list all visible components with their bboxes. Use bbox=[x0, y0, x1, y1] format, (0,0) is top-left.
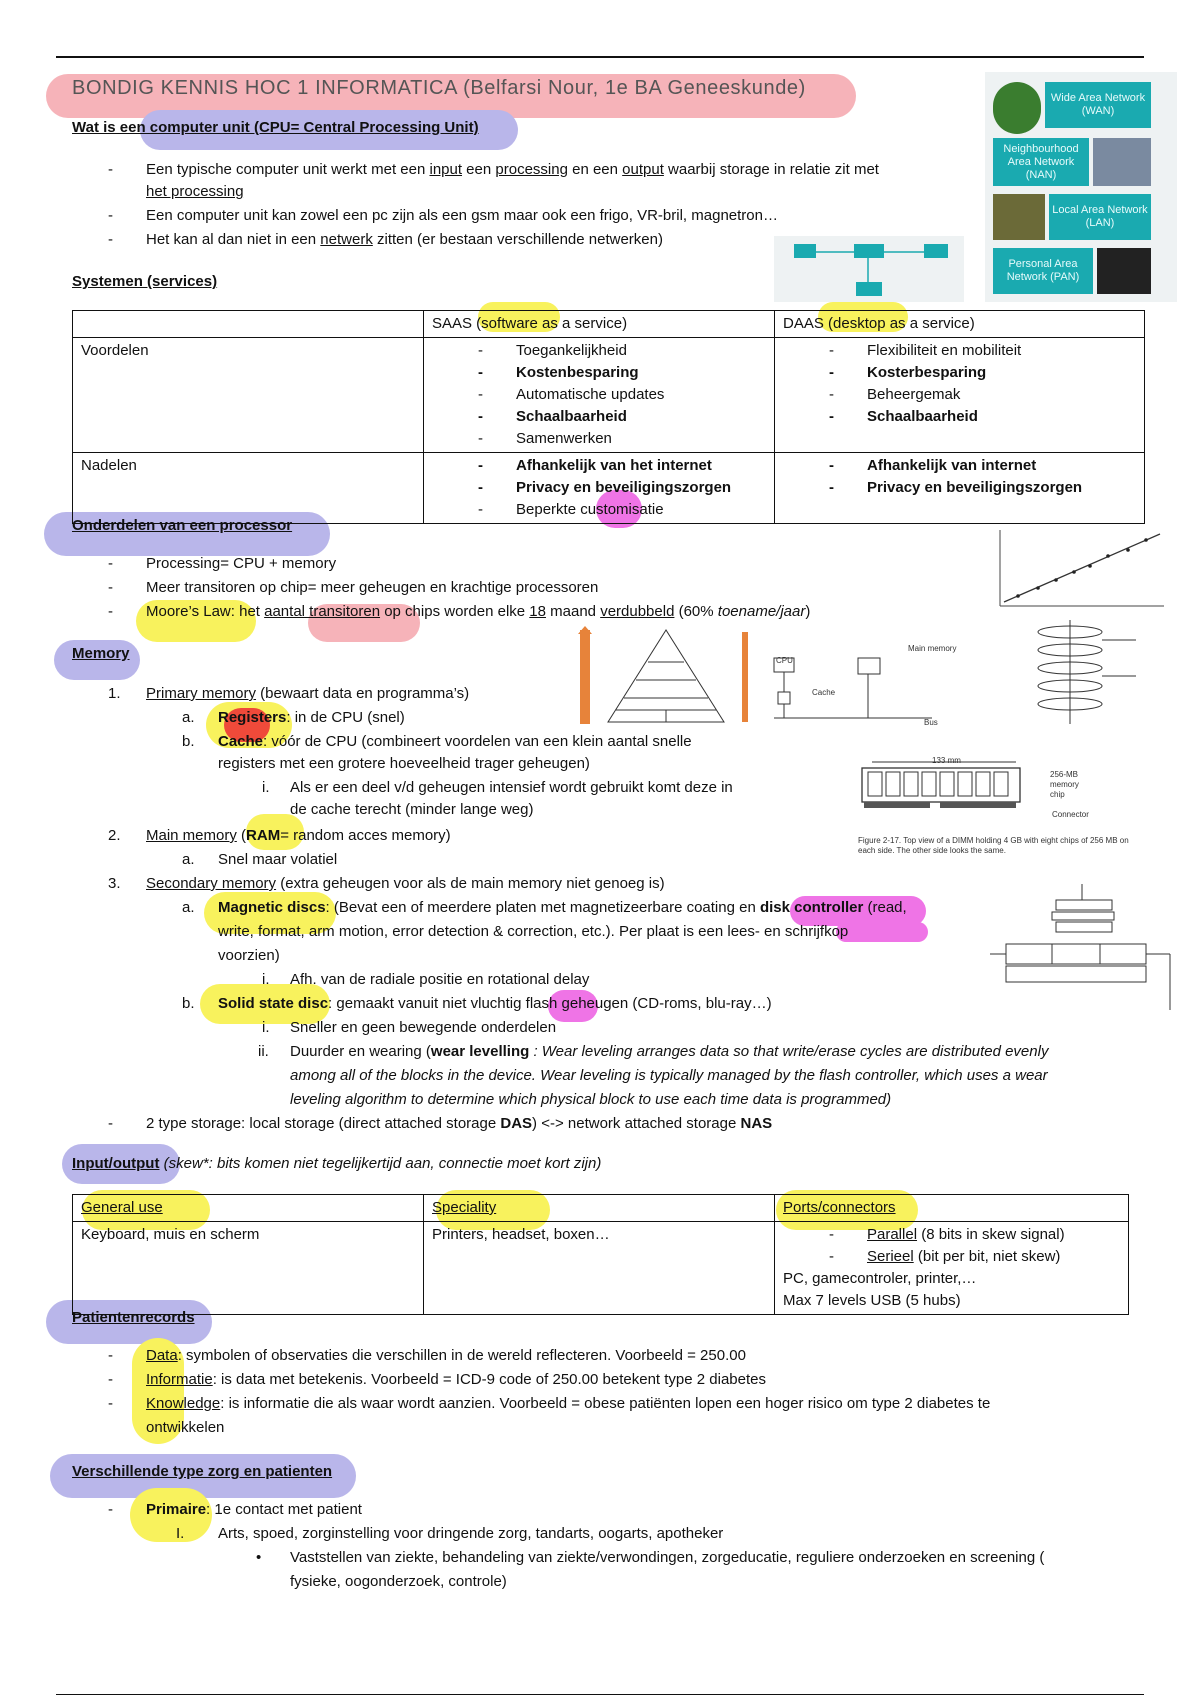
top-rule bbox=[56, 56, 1144, 58]
page-title: BONDIG KENNIS HOC 1 INFORMATICA (Belfarsi Nour, 1e BA Geneeskunde) bbox=[72, 77, 806, 99]
systemen-heading: Systemen (services) bbox=[72, 273, 218, 290]
table-row bbox=[73, 338, 1145, 453]
magnetic-i: Afh. van de radiale positie en rotational delay bbox=[290, 971, 590, 988]
fig-main-memory-label: Main memory bbox=[908, 644, 957, 653]
dash: - bbox=[108, 603, 113, 620]
main-memory-line: Main memory (RAM= random acces memory) bbox=[146, 827, 451, 844]
patient-knowledge-line: Knowledge: is informatie die als waar wordt aanzien. Voorbeeld = obese patiënten lopen een hoger risico om type 2 diabetes te bbox=[146, 1395, 991, 1412]
cpu-bullet-3: Het kan al dan niet in een netwerk zitten (er bestaan verschillende netwerken) bbox=[146, 231, 663, 248]
bullet-icon: • bbox=[256, 1549, 262, 1566]
memory-b: b. bbox=[182, 995, 195, 1012]
processor-bullet-2: Meer transitoren op chip= meer geheugen en krachtige processoren bbox=[146, 579, 599, 596]
main-memory-a: Snel maar volatiel bbox=[218, 851, 338, 868]
cpu-heading: Wat is een computer unit (CPU= Central Processing Unit) bbox=[72, 119, 479, 136]
nan-label: Neighbourhood Area Network (NAN) bbox=[993, 138, 1089, 186]
daas-header: DAAS (desktop as a service) bbox=[775, 311, 1145, 338]
patient-data-line: Data: symbolen of observaties die verschillen in de wereld reflecteren. Voorbeeld = 250.00 bbox=[146, 1347, 746, 1364]
processor-bullet-1: Processing= CPU + memory bbox=[146, 555, 337, 572]
speciality-header: Speciality bbox=[424, 1195, 775, 1222]
cache-line: Cache: vóór de CPU (combineert voordelen van een klein aantal snelle bbox=[218, 733, 692, 750]
cpu-bullet-1: Een typische computer unit werkt met een input een processing en een output waarbij storage in relatie zit met bbox=[146, 161, 879, 178]
daas-voordelen-cell bbox=[775, 338, 1145, 453]
dash: - bbox=[108, 1501, 113, 1518]
ports-line-3: PC, gamecontroler, printer,… bbox=[783, 1270, 977, 1287]
fig-mm-label: 133 mm bbox=[932, 756, 961, 765]
memory-i: i. bbox=[262, 779, 270, 796]
zorg-bullet-line-2: fysieke, oogonderzoek, controle) bbox=[290, 1573, 507, 1590]
list-item: - Serieel (bit per bit, niet skew) bbox=[783, 1246, 1120, 1268]
ssd-ii-line-3: leveling algorithm to determine which physical block to use each time data is programmed) bbox=[290, 1091, 892, 1108]
list-item: - Schaalbaarheid bbox=[432, 406, 766, 428]
patient-heading: Patientenrecords bbox=[72, 1309, 195, 1326]
ssd-line: Solid state disc: gemaakt vanuit niet vluchtig flash geheugen (CD-roms, blu-ray…) bbox=[218, 995, 772, 1012]
memory-i: i. bbox=[262, 971, 270, 988]
processor-heading: Onderdelen van een processor bbox=[72, 517, 293, 534]
list-item: - Flexibiliteit en mobiliteit bbox=[783, 340, 1136, 362]
ssd-ii-line-2: among all of the blocks in the device. Wear leveling is typically managed by the flash controller, which uses a wear bbox=[290, 1067, 1048, 1084]
memory-heading: Memory bbox=[72, 645, 130, 662]
memory-num-1: 1. bbox=[108, 685, 121, 702]
fig-connector-label: Connector bbox=[1052, 810, 1089, 819]
list-item: - Kosterbesparing bbox=[783, 362, 1136, 384]
table-row bbox=[73, 1222, 1129, 1315]
memory-a: a. bbox=[182, 851, 195, 868]
list-item: - Beheergemak bbox=[783, 384, 1136, 406]
nan-photo bbox=[1093, 138, 1151, 186]
disk-platters-diagram bbox=[990, 620, 1140, 728]
network-types-panel bbox=[985, 72, 1177, 302]
memory-hierarchy-pyramid bbox=[578, 626, 754, 726]
memory-i: i. bbox=[262, 1019, 270, 1036]
dash: - bbox=[108, 555, 113, 572]
memory-a: a. bbox=[182, 899, 195, 916]
patient-knowledge-line-2: ontwikkelen bbox=[146, 1419, 225, 1436]
list-item: - Schaalbaarheid bbox=[783, 406, 1136, 428]
pan-label: Personal Area Network (PAN) bbox=[993, 248, 1093, 294]
cache-i-line-2: de cache terecht (minder lange weg) bbox=[290, 801, 534, 818]
cpu-cache-bus-diagram bbox=[772, 648, 940, 730]
pan-photo bbox=[1097, 248, 1151, 294]
list-item: - Toegankelijkheid bbox=[432, 340, 766, 362]
list-item: - Parallel (8 bits in skew signal) bbox=[783, 1224, 1120, 1246]
list-item: - Beperkte customisatie bbox=[432, 499, 766, 521]
registers-line: Registers: in de CPU (snel) bbox=[218, 709, 405, 726]
ports-header: Ports/connectors bbox=[775, 1195, 1129, 1222]
table-row bbox=[73, 311, 1145, 338]
ssd-ii-line-1: Duurder en wearing (wear levelling : Wear leveling arranges data so that write/erase cycles are distributed evenly bbox=[290, 1043, 1049, 1060]
zorg-bullet: Vaststellen van ziekte, behandeling van ziekte/verwondingen, zorgeducatie, reguliere onderzoeken en screening ( bbox=[290, 1549, 1045, 1566]
list-item: - Privacy en beveiligingszorgen bbox=[432, 477, 766, 499]
dash: - bbox=[108, 579, 113, 596]
magnetic-line: Magnetic discs: (Bevat een of meerdere platen met magnetizeerbare coating en disk controller (read, bbox=[218, 899, 907, 916]
list-item: - Afhankelijk van het internet bbox=[432, 455, 766, 477]
dash: - bbox=[108, 1347, 113, 1364]
services-table bbox=[72, 310, 1145, 524]
cpu-bullet-1-line2: het processing bbox=[146, 183, 244, 200]
magnetic-line-2: write, format, arm motion, error detection & correction, etc.). Per plaat is een lees- en schrijfkop bbox=[218, 923, 849, 940]
patient-info-line: Informatie: is data met betekenis. Voorbeeld = ICD-9 code of 250.00 betekent type 2 diabetes bbox=[146, 1371, 766, 1388]
ssd-i: Sneller en geen bewegende onderdelen bbox=[290, 1019, 557, 1036]
list-item: - Afhankelijk van internet bbox=[783, 455, 1136, 477]
disk-controller-diagram bbox=[986, 880, 1172, 1014]
lan-photo bbox=[993, 194, 1045, 240]
memory-num-3: 3. bbox=[108, 875, 121, 892]
memory-b: b. bbox=[182, 733, 195, 750]
io-table bbox=[72, 1194, 1129, 1315]
zorg-roman-1: I. bbox=[176, 1525, 185, 1542]
storage-line: 2 type storage: local storage (direct attached storage DAS) <-> network attached storage NAS bbox=[146, 1115, 773, 1132]
nadelen-label: Nadelen bbox=[73, 453, 424, 524]
saas-voordelen-cell bbox=[424, 338, 775, 453]
dash: - bbox=[108, 231, 113, 248]
daas-nadelen-cell bbox=[775, 453, 1145, 524]
io-heading-line: Input/output (skew*: bits komen niet tegelijkertijd aan, connectie moet kort zijn) bbox=[72, 1155, 602, 1172]
fig-chip-label: 256-MB memory chip bbox=[1050, 770, 1079, 799]
moores-law-chart bbox=[978, 526, 1168, 614]
memory-ii: ii. bbox=[258, 1043, 269, 1060]
fig-cpu-label: CPU bbox=[776, 656, 793, 665]
dash: - bbox=[108, 1371, 113, 1388]
table-row bbox=[73, 453, 1145, 524]
saas-header: SAAS (software as a service) bbox=[424, 311, 775, 338]
cache-line-2: registers met een grotere hoeveelheid trager geheugen) bbox=[218, 755, 590, 772]
fig-bus-label: Bus bbox=[924, 718, 938, 727]
magnetic-line-3: voorzien) bbox=[218, 947, 280, 964]
memory-num-2: 2. bbox=[108, 827, 121, 844]
memory-a: a. bbox=[182, 709, 195, 726]
list-item: - Samenwerken bbox=[432, 428, 766, 450]
cache-i-line-1: Als er een deel v/d geheugen intensief wordt gebruikt komt deze in bbox=[290, 779, 733, 796]
cpu-bullet-2: Een computer unit kan zowel een pc zijn als een gsm maar ook een frigo, VR-bril, magnetron… bbox=[146, 207, 778, 224]
dash: - bbox=[108, 207, 113, 224]
voordelen-label: Voordelen bbox=[73, 338, 424, 453]
list-item: - Kostenbesparing bbox=[432, 362, 766, 384]
network-topology-diagram bbox=[774, 236, 964, 302]
globe-icon bbox=[993, 82, 1041, 134]
schrijfkop-highlight bbox=[836, 922, 928, 942]
dash: - bbox=[108, 1395, 113, 1412]
ports-line-4: Max 7 levels USB (5 hubs) bbox=[783, 1292, 961, 1309]
ports-cell bbox=[775, 1222, 1129, 1315]
fig-dimm-caption: Figure 2-17. Top view of a DIMM holding 4 GB with eight chips of 256 MB on each side. The other side looks the same. bbox=[858, 836, 1129, 855]
list-item: - Privacy en beveiligingszorgen bbox=[783, 477, 1136, 499]
fig-cache-label: Cache bbox=[812, 688, 836, 697]
primaire-line: Primaire: 1e contact met patient bbox=[146, 1501, 362, 1518]
zorg-heading: Verschillende type zorg en patienten bbox=[72, 1463, 333, 1480]
wan-label: Wide Area Network (WAN) bbox=[1045, 82, 1151, 128]
list-item: - Automatische updates bbox=[432, 384, 766, 406]
dash: - bbox=[108, 161, 113, 178]
secondary-memory-line: Secondary memory (extra geheugen voor als de main memory niet genoeg is) bbox=[146, 875, 665, 892]
speciality-cell: Printers, headset, boxen… bbox=[424, 1222, 775, 1315]
general-use-cell: Keyboard, muis en scherm bbox=[73, 1222, 424, 1315]
primary-memory: Primary memory (bewaart data en programma’s) bbox=[146, 685, 470, 702]
processor-bullet-3: Moore’s Law: het aantal transitoren op chips worden elke 18 maand verdubbeld (60% toename/jaar) bbox=[146, 603, 811, 620]
saas-nadelen-cell bbox=[424, 453, 775, 524]
zorg-line-1: Arts, spoed, zorginstelling voor dringende zorg, tandarts, oogarts, apotheker bbox=[218, 1525, 724, 1542]
lan-label: Local Area Network (LAN) bbox=[1049, 194, 1151, 240]
table-cell bbox=[73, 311, 424, 338]
table-row bbox=[73, 1195, 1129, 1222]
general-use-header: General use bbox=[73, 1195, 424, 1222]
dash: - bbox=[108, 1115, 113, 1132]
bottom-rule bbox=[56, 1694, 1144, 1695]
